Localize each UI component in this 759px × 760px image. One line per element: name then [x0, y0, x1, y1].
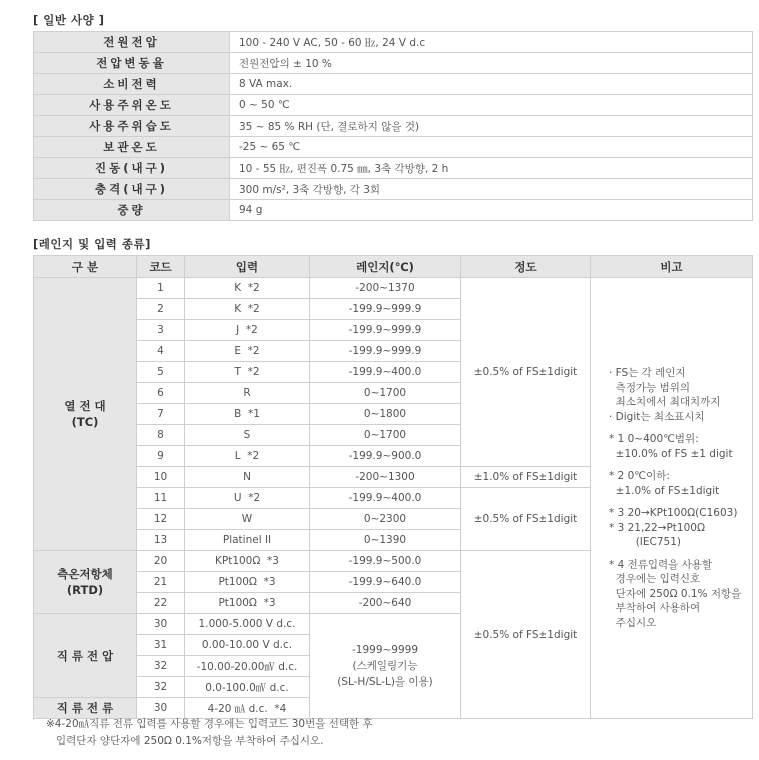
accuracy-cell: ±1.0% of FS±1digit [461, 467, 591, 488]
header-code: 코드 [137, 256, 185, 278]
remark-gap [609, 424, 746, 432]
spec-label: 중량 [34, 200, 230, 221]
input-cell: 0.0-100.0㎷ d.c. [185, 677, 310, 698]
remark-line: ±1.0% of FS±1digit [609, 484, 720, 497]
range-cell: -199.9~999.9 [310, 341, 461, 362]
code-cell: 30 [137, 698, 185, 719]
code-cell: 2 [137, 299, 185, 320]
spec-value: 8 VA max. [230, 74, 753, 95]
input-cell: L *2 [185, 446, 310, 467]
input-cell: J *2 [185, 320, 310, 341]
code-cell: 6 [137, 383, 185, 404]
spec-label: 전압변동율 [34, 53, 230, 74]
remark-line: 단자에 250Ω 0.1% 저항을 [609, 587, 742, 600]
code-cell: 7 [137, 404, 185, 425]
remark-gap [609, 461, 746, 469]
spec-row [34, 74, 753, 95]
spec-label: 소비전력 [34, 74, 230, 95]
spec-value: 0 ~ 50 ℃ [230, 95, 753, 116]
range-cell: -199.9~900.0 [310, 446, 461, 467]
spec-row [34, 158, 753, 179]
group-dc-current: 직 류 전 류 [34, 698, 137, 719]
code-cell: 22 [137, 593, 185, 614]
range-cell: -199.9~640.0 [310, 572, 461, 593]
spec-value: 100 - 240 V AC, 50 - 60 ㎐, 24 V d.c [230, 32, 753, 53]
remark-line: · Digit는 최소표시치 [609, 410, 705, 423]
range-cell: 0~2300 [310, 509, 461, 530]
remark-line: * 2 0℃이하: [609, 470, 670, 482]
remark-line: 주십시오 [609, 616, 657, 629]
input-cell: N [185, 467, 310, 488]
code-cell: 9 [137, 446, 185, 467]
spec-row [34, 32, 753, 53]
spec-value: 35 ~ 85 % RH (단, 결로하지 않을 것) [230, 116, 753, 137]
range-cell: -200~1300 [310, 467, 461, 488]
range-input-title: [레인지 및 입력 종류] [33, 237, 151, 251]
code-cell: 1 [137, 278, 185, 299]
code-cell: 20 [137, 551, 185, 572]
header-accuracy: 정도 [461, 256, 591, 278]
spec-value: 전원전압의 ± 10 % [230, 53, 753, 74]
general-spec-title: [ 일반 사양 ] [33, 13, 105, 27]
input-cell: T *2 [185, 362, 310, 383]
spec-value: -25 ~ 65 ℃ [230, 137, 753, 158]
range-cell: -199.9~999.9 [310, 299, 461, 320]
range-cell: -200~1370 [310, 278, 461, 299]
range-cell: 0~1800 [310, 404, 461, 425]
code-cell: 21 [137, 572, 185, 593]
range-cell: 0~1700 [310, 383, 461, 404]
footnote-line-1: ※4-20㎃직류 전류 입력를 사용할 경우에는 입력코드 30번을 선택한 후 [46, 718, 373, 730]
dc-range-cell: -1999~9999 (스케일링기능 (SL-H/SL-L)을 이용) [310, 614, 461, 719]
spec-row [34, 200, 753, 221]
code-cell: 3 [137, 320, 185, 341]
code-cell: 31 [137, 635, 185, 656]
remark-line: * 3 21,22→Pt100Ω [609, 521, 705, 534]
input-cell: -10.00-20.00㎷ d.c. [185, 656, 310, 677]
spec-row [34, 179, 753, 200]
code-cell: 32 [137, 656, 185, 677]
input-cell: Pt100Ω *3 [185, 572, 310, 593]
code-cell: 10 [137, 467, 185, 488]
input-cell: U *2 [185, 488, 310, 509]
input-cell: 0.00-10.00 V d.c. [185, 635, 310, 656]
spec-value: 300 m/s², 3축 각방향, 각 3회 [230, 179, 753, 200]
spec-label: 보관온도 [34, 137, 230, 158]
range-cell: -199.9~999.9 [310, 320, 461, 341]
remark-line: 측정가능 범위의 [609, 381, 691, 394]
remark-line: * 1 0~400℃범위: [609, 433, 699, 445]
spec-label: 사용주위온도 [34, 95, 230, 116]
code-cell: 32 [137, 677, 185, 698]
input-cell: E *2 [185, 341, 310, 362]
accuracy-cell: ±0.5% of FS±1digit [461, 551, 591, 719]
header-category: 구 분 [34, 256, 137, 278]
code-cell: 13 [137, 530, 185, 551]
header-input: 입력 [185, 256, 310, 278]
remark-line: ±10.0% of FS ±1 digit [609, 447, 733, 460]
spec-label: 진동(내구) [34, 158, 230, 179]
general-spec-table [33, 31, 753, 221]
remark-line: * 3 20→KPt100Ω(C1603) [609, 507, 738, 519]
remark-line: 부착하여 사용하여 [609, 602, 701, 614]
code-cell: 8 [137, 425, 185, 446]
input-cell: W [185, 509, 310, 530]
spec-row [34, 137, 753, 158]
code-cell: 12 [137, 509, 185, 530]
accuracy-cell: ±0.5% of FS±1digit [461, 488, 591, 551]
input-cell: R [185, 383, 310, 404]
spec-label: 충격(내구) [34, 179, 230, 200]
input-cell: B *1 [185, 404, 310, 425]
input-cell: S [185, 425, 310, 446]
remark-line: 최소치에서 최대치까지 [609, 396, 721, 408]
input-cell: 4-20 ㎃ d.c. *4 [185, 698, 310, 719]
code-cell: 4 [137, 341, 185, 362]
input-cell: Pt100Ω *3 [185, 593, 310, 614]
input-cell: 1.000-5.000 V d.c. [185, 614, 310, 635]
remark-gap [609, 498, 746, 506]
remark-line: 경우에는 입력신호 [609, 573, 701, 585]
range-table-header-row [34, 256, 753, 278]
accuracy-cell: ±0.5% of FS±1digit [461, 278, 591, 467]
input-cell: K *2 [185, 299, 310, 320]
group-thermocouple: 열 전 대 (TC) [34, 278, 137, 551]
header-range: 레인지(℃) [310, 256, 461, 278]
input-cell: K *2 [185, 278, 310, 299]
range-cell: -199.9~400.0 [310, 488, 461, 509]
spec-row [34, 116, 753, 137]
remark-gap [609, 550, 746, 558]
range-cell: 0~1700 [310, 425, 461, 446]
footnote-line-2: 입력단자 양단자에 250Ω 0.1%저항을 부착하여 주십시오. [46, 735, 324, 747]
range-input-table [33, 255, 753, 719]
code-cell: 11 [137, 488, 185, 509]
spec-value: 94 g [230, 200, 753, 221]
remark-line: * 4 전류입력을 사용할 [609, 558, 713, 571]
spec-value: 10 - 55 ㎐, 편진폭 0.75 ㎜, 3축 각방향, 2 h [230, 158, 753, 179]
spec-row [34, 53, 753, 74]
code-cell: 5 [137, 362, 185, 383]
spec-label: 사용주위습도 [34, 116, 230, 137]
spec-label: 전원전압 [34, 32, 230, 53]
range-cell: -200~640 [310, 593, 461, 614]
input-cell: KPt100Ω *3 [185, 551, 310, 572]
code-cell: 30 [137, 614, 185, 635]
range-cell: 0~1390 [310, 530, 461, 551]
range-row [34, 278, 753, 299]
range-cell: -199.9~500.0 [310, 551, 461, 572]
group-rtd: 측온저항체 (RTD) [34, 551, 137, 614]
remark-line: (IEC751) [609, 536, 681, 548]
group-dc-voltage: 직 류 전 압 [34, 614, 137, 698]
input-cell: Platinel II [185, 530, 310, 551]
remarks-cell [591, 278, 753, 719]
header-remarks: 비고 [591, 256, 753, 278]
spec-row [34, 95, 753, 116]
remark-line: · FS는 각 레인지 [609, 367, 686, 379]
range-cell: -199.9~400.0 [310, 362, 461, 383]
